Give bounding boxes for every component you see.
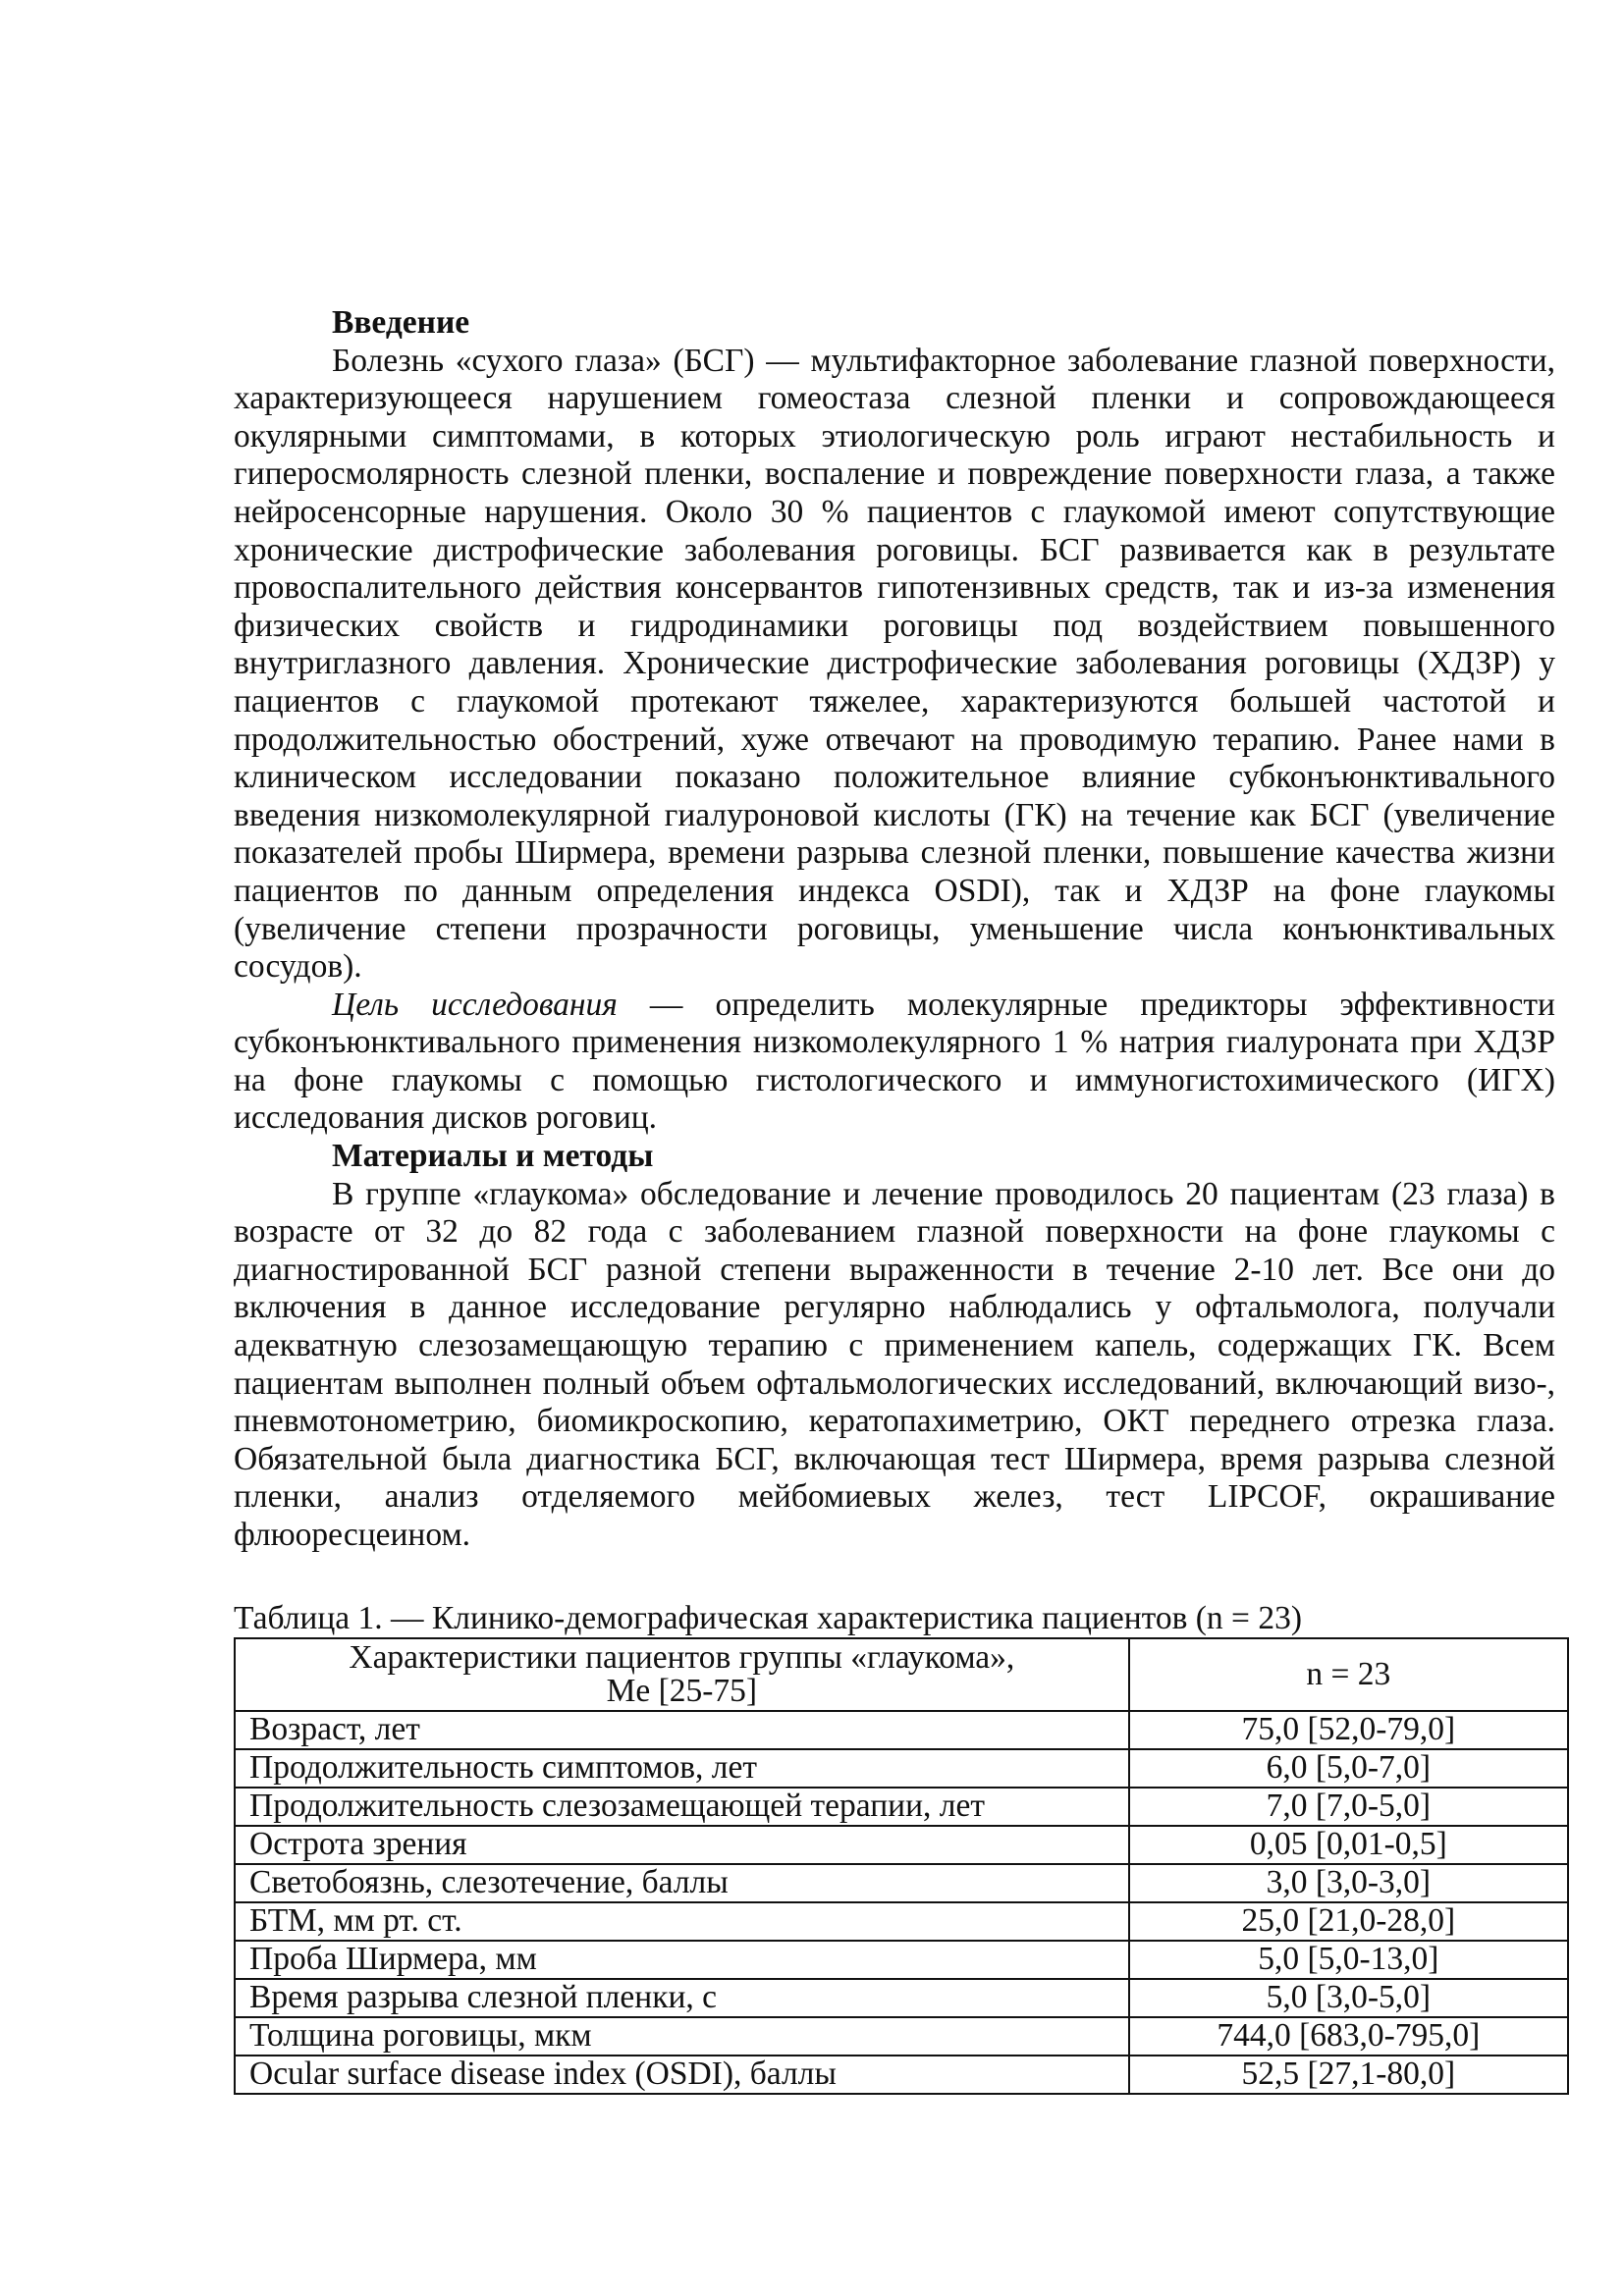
goal-text: — определить молекулярные предикторы эффективности субконъюнктивального применения низкомолекулярного 1 % натрия гиалуроната при ХДЗР на фоне глаукомы с помощью гистологического и иммуногистохимического (ИГХ) исследования дисков роговиц. xyxy=(234,986,1555,1137)
row-label: Проба Ширмера, мм xyxy=(235,1941,1129,1979)
table-row xyxy=(235,2056,1568,2094)
header-characteristics-line2: Me [25-75] xyxy=(606,1672,758,1709)
row-value: 3,0 [3,0-3,0] xyxy=(1129,1864,1568,1902)
table-caption: Таблица 1. — Клинико-демографическая характеристика пациентов (n = 23) xyxy=(234,1599,1302,1636)
intro-paragraph: Болезнь «сухого глаза» (БСГ) — мультифакторное заболевание глазной поверхности, характеризующееся нарушением гомеостаза слезной пленки и сопровождающееся окулярными симптомами, в которых этиологическую роль играют нестабильность и гиперосмолярность слезной пленки, воспаление и повреждение поверхности глаза, а также нейросенсорные нарушения. Около 30 % пациентов с глаукомой имеют сопутствующие хронические дистрофические заболевания роговицы. БСГ развивается как в результате провоспалительного действия консервантов гипотензивных средств, так и из-за изменения физических свойств и гидродинамики роговицы под воздействием повышенного внутриглазного давления. Хронические дистрофические заболевания роговицы (ХДЗР) у пациентов с глаукомой протекают тяжелее, характеризуются большей частотой и продолжительностью обострений, хуже отвечают на проводимую терапию. Ранее нами в клиническом исследовании показано положительное влияние субконъюнктивального введения низкомолекулярной гиалуроновой кислоты (ГК) на течение как БСГ (увеличение показателей пробы Ширмера, времени разрыва слезной пленки, повышение качества жизни пациентов по данным определения индекса OSDI), так и ХДЗР на фоне глаукомы (увеличение степени прозрачности роговицы, уменьшение числа конъюнктивальных сосудов). xyxy=(234,342,1555,986)
row-value: 25,0 [21,0-28,0] xyxy=(1129,1902,1568,1941)
table-header-row xyxy=(235,1638,1568,1711)
table-row xyxy=(235,1749,1568,1788)
table-row xyxy=(235,1864,1568,1902)
methods-paragraph: В группе «глаукома» обследование и лечение проводилось 20 пациентам (23 глаза) в возрасте от 32 до 82 года с заболеванием глазной поверхности на фоне глаукомы с диагностированной БСГ разной степени выраженности в течение 2-10 лет. Все они до включения в данное исследование регулярно наблюдались у офтальмолога, получали адекватную слезозамещающую терапию с применением капель, содержащих ГК. Всем пациентам выполнен полный объем офтальмологических исследований, включающий визо-, пневмотонометрию, биомикроскопию, кератопахиметрию, ОКТ переднего отрезка глаза. Обязательной была диагностика БСГ, включающая тест Ширмера, время разрыва слезной пленки, анализ отделяемого мейбомиевых желез, тест LIPCOF, окрашивание флюоресцеином. xyxy=(234,1175,1555,1553)
row-value: 75,0 [52,0-79,0] xyxy=(1129,1711,1568,1749)
row-label: Возраст, лет xyxy=(235,1711,1129,1749)
row-value: 52,5 [27,1-80,0] xyxy=(1129,2056,1568,2094)
table-row xyxy=(235,1941,1568,1979)
intro-heading: Введение xyxy=(332,304,470,341)
row-label: Ocular surface disease index (OSDI), баллы xyxy=(235,2056,1129,2094)
row-value: 6,0 [5,0-7,0] xyxy=(1129,1749,1568,1788)
table-row xyxy=(235,1826,1568,1864)
row-label: Продолжительность симптомов, лет xyxy=(235,1749,1129,1788)
row-label: БТМ, мм рт. ст. xyxy=(235,1902,1129,1941)
header-characteristics-line1: Характеристики пациентов группы «глаукома», xyxy=(349,1638,1015,1676)
row-label: Продолжительность слезозамещающей терапии, лет xyxy=(235,1788,1129,1826)
row-label: Толщина роговицы, мкм xyxy=(235,2017,1129,2056)
header-characteristics xyxy=(235,1638,1129,1711)
table-row xyxy=(235,1788,1568,1826)
row-value: 5,0 [3,0-5,0] xyxy=(1129,1979,1568,2017)
header-n: n = 23 xyxy=(1129,1638,1568,1711)
row-label: Время разрыва слезной пленки, с xyxy=(235,1979,1129,2017)
row-value: 5,0 [5,0-13,0] xyxy=(1129,1941,1568,1979)
row-label: Острота зрения xyxy=(235,1826,1129,1864)
row-value: 744,0 [683,0-795,0] xyxy=(1129,2017,1568,2056)
methods-heading: Материалы и методы xyxy=(332,1138,654,1175)
row-label: Светобоязнь, слезотечение, баллы xyxy=(235,1864,1129,1902)
row-value: 0,05 [0,01-0,5] xyxy=(1129,1826,1568,1864)
patient-characteristics-table xyxy=(234,1637,1569,2095)
table-row xyxy=(235,1902,1568,1941)
table-row xyxy=(235,2017,1568,2056)
goal-label: Цель исследования xyxy=(332,986,618,1023)
goal-paragraph xyxy=(234,987,1555,1138)
table-row xyxy=(235,1711,1568,1749)
row-value: 7,0 [7,0-5,0] xyxy=(1129,1788,1568,1826)
section-spacer xyxy=(234,1555,1555,1600)
table-row xyxy=(235,1979,1568,2017)
document-page xyxy=(234,304,1555,2095)
